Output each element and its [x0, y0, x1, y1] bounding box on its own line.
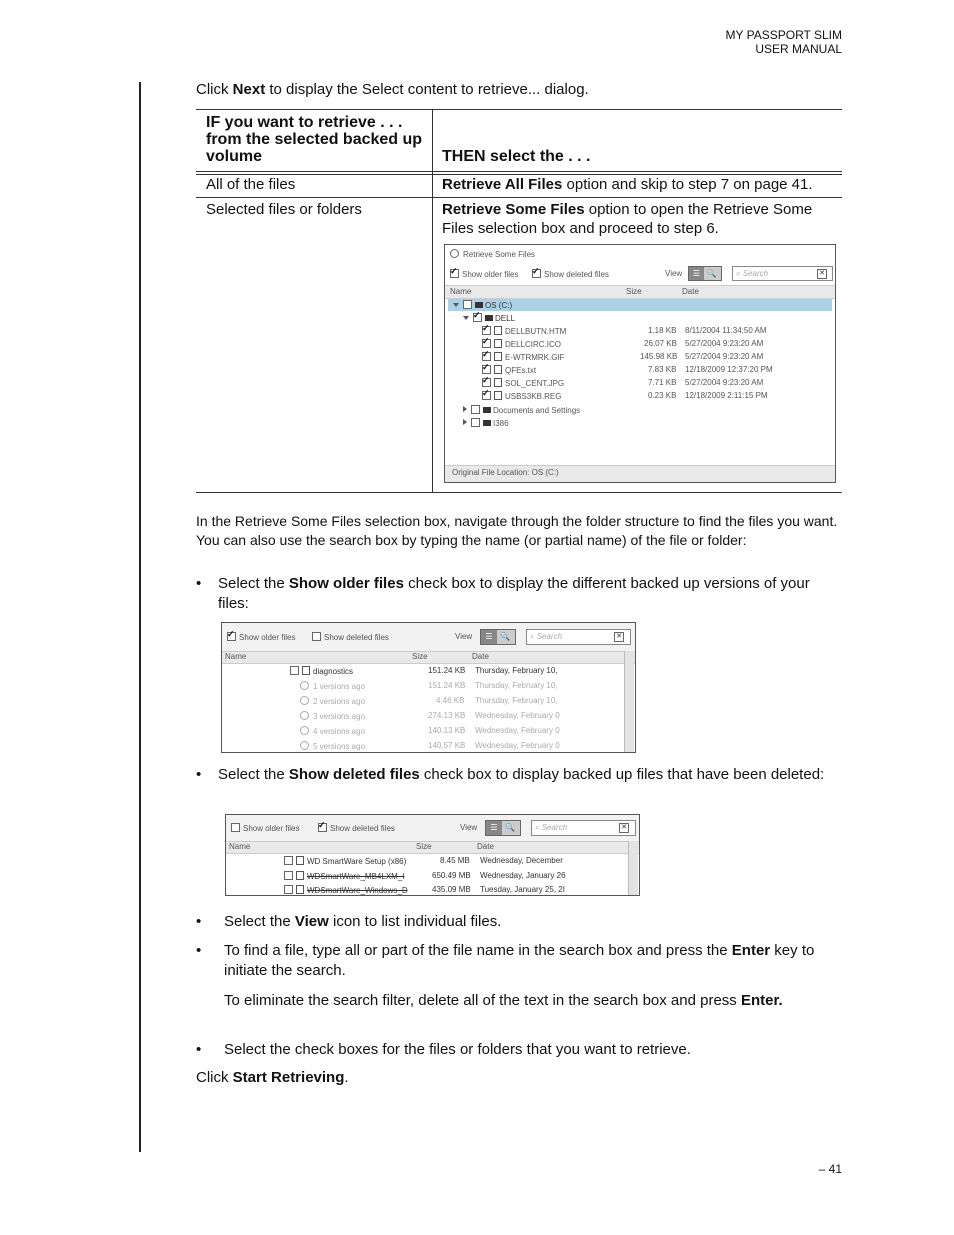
- file-icon: [494, 378, 502, 387]
- radio-icon: [450, 249, 459, 258]
- col-size[interactable]: Size: [626, 287, 642, 296]
- search-input[interactable]: ⌕ Search: [526, 629, 631, 645]
- file-row[interactable]: ✓QFEs.txt: [482, 365, 536, 375]
- magnifier-icon: 🔍: [706, 269, 717, 278]
- checkbox-icon: [532, 269, 541, 278]
- show-deleted-checkbox[interactable]: ✓ Show deleted files: [318, 823, 395, 833]
- search-icon: ⌕: [736, 269, 741, 278]
- margin-rule: [139, 82, 141, 1152]
- view-label: View: [665, 269, 683, 278]
- deleted-file-row[interactable]: WDSmartWare_Windows_D: [284, 885, 408, 895]
- checkbox-icon: [312, 632, 321, 641]
- file-icon: [494, 326, 502, 335]
- col-name[interactable]: Name: [229, 842, 251, 851]
- table-header-then: THEN select the . . .: [442, 148, 591, 165]
- file-date: 12/18/2009 12:37:20 PM: [685, 365, 773, 374]
- file-icon: [494, 365, 502, 374]
- show-older-checkbox[interactable]: ✓Show older files: [450, 269, 518, 279]
- next-term: Next: [232, 81, 266, 98]
- file-icon: [296, 856, 304, 865]
- start-retrieving-term: Start Retrieving: [232, 1069, 345, 1086]
- intro-paragraph: Click Next to display the Select content to retrieve... dialog.: [196, 81, 589, 98]
- header-subtitle: USER MANUAL: [755, 42, 842, 56]
- table-cell-if: All of the files: [206, 176, 296, 193]
- file-row[interactable]: ✓SOL_CENT.JPG: [482, 378, 564, 388]
- col-size[interactable]: Size: [416, 842, 432, 851]
- expand-icon: [453, 303, 459, 307]
- search-input[interactable]: ⌕ Search: [531, 820, 636, 836]
- file-size: 7.83 KB: [648, 365, 677, 374]
- col-date[interactable]: Date: [682, 287, 699, 296]
- expand-icon: [463, 419, 467, 425]
- table-cell-then: Retrieve Some Files option to open the Retrieve Some Files selection box and proceed to step 6.: [442, 201, 813, 237]
- col-name[interactable]: Name: [450, 287, 472, 296]
- table-header-if: IF you want to retrieve . . . from the selected backed up volume: [206, 114, 423, 165]
- file-row[interactable]: ✓DELLCIRC.ICO: [482, 339, 561, 349]
- checkbox-icon: [463, 300, 472, 309]
- tree-folder-documents[interactable]: Documents and Settings: [463, 405, 580, 415]
- navigation-paragraph: In the Retrieve Some Files selection box, navigate through the folder structure to find the files you want. You can also use the search box by typing the name (or partial name) of the file or folder:: [196, 513, 838, 548]
- tree-folder-dell[interactable]: ✓DELL: [463, 313, 515, 323]
- search-input[interactable]: ⌕ Search: [732, 266, 833, 281]
- clear-filter-note: To eliminate the search filter, delete all of the text in the search box and press Enter.: [224, 992, 783, 1009]
- file-date: 12/18/2009 2:11:15 PM: [685, 391, 768, 400]
- file-size: 7.71 KB: [648, 378, 677, 387]
- show-deleted-checkbox[interactable]: Show deleted files: [312, 632, 389, 642]
- file-size: 1.18 KB: [648, 326, 677, 335]
- col-size[interactable]: Size: [412, 652, 428, 661]
- bullet-search: • To find a file, type all or part of the file name in the search box and press the Enter key to initiate the search.: [196, 942, 815, 979]
- file-date: 5/27/2004 9:23:20 AM: [685, 378, 764, 387]
- deleted-file-row[interactable]: WD SmartWare Setup (x86): [284, 856, 406, 866]
- version-row[interactable]: 2 versions ago: [300, 696, 365, 706]
- closing-paragraph: Click Start Retrieving.: [196, 1069, 349, 1086]
- checkbox-icon: [318, 823, 327, 832]
- deleted-file-row[interactable]: WDSmartWare_MB4LXM_I: [284, 871, 405, 881]
- document-header: [726, 28, 842, 56]
- file-icon: [494, 352, 502, 361]
- col-date[interactable]: Date: [477, 842, 494, 851]
- file-date: 5/27/2004 9:23:20 AM: [685, 352, 764, 361]
- view-toggle-button[interactable]: [485, 820, 521, 836]
- view-label: View: [460, 823, 478, 832]
- expand-icon: [463, 406, 467, 412]
- bullet-view-icon: • Select the View icon to list individual files.: [196, 913, 502, 930]
- table-cell-if: Selected files or folders: [206, 201, 362, 218]
- show-older-files-screenshot: ✓Show older files Show deleted files View ☰ 🔍 ⌕ Search ✕ Name Size Date diagnostics 151.24 KB Thursday, February 10, 1 versions ago 151.24 KB Thursday, February 10, 2 versions ago 4.46 KB Thursday, February 10, 3 versions ago 274.13 KB Wednesday, February 0 4 versions ago 140.13 KB Wednesday, February 0 5 versions ago 140.57 KB Wednesday, February 0: [221, 622, 636, 753]
- file-icon: [494, 391, 502, 400]
- page-number: – 41: [818, 1162, 842, 1176]
- file-size: 0.23 KB: [648, 391, 677, 400]
- file-icon: [494, 339, 502, 348]
- clear-search-icon[interactable]: ✕: [614, 632, 624, 642]
- expand-icon: [463, 316, 469, 320]
- table-cell-then: Retrieve All Files option and skip to step 7 on page 41.: [442, 176, 813, 193]
- clear-search-icon[interactable]: ✕: [619, 823, 629, 833]
- header-title: MY PASSPORT SLIM: [725, 28, 842, 42]
- vertical-scrollbar[interactable]: [624, 651, 634, 752]
- search-icon: ⌕: [535, 823, 540, 832]
- show-deleted-checkbox[interactable]: ✓ Show deleted files: [532, 269, 609, 279]
- file-row[interactable]: ✓E-WTRMRK.GIF: [482, 352, 565, 362]
- tree-root[interactable]: OS (C:): [453, 300, 512, 310]
- magnifier-icon: 🔍: [505, 823, 515, 832]
- list-view-icon: ☰: [481, 630, 497, 644]
- clear-search-icon[interactable]: ✕: [817, 269, 827, 279]
- file-date: 5/27/2004 9:23:20 AM: [685, 339, 764, 348]
- file-size: 26.07 KB: [644, 339, 677, 348]
- bullet-show-older: • Select the Show older files check box to display the different backed up versions of your files:: [196, 575, 810, 612]
- folder-icon: [475, 302, 483, 308]
- file-row[interactable]: ✓DELLBUTN.HTM: [482, 326, 566, 336]
- col-date[interactable]: Date: [472, 652, 489, 661]
- checkbox-icon: [473, 313, 482, 322]
- view-label: View: [455, 632, 473, 641]
- file-row[interactable]: ✓USBS3KB.REG: [482, 391, 561, 401]
- show-deleted-files-screenshot: Show older files ✓ Show deleted files View ☰ 🔍 ⌕ Search ✕ Name Size Date WD SmartWare Setup (x86) 8.45 MB Wednesday, December WDSmartWare_MB4LXM_I 650.49 MB Wednesday, January 26 WDSmartWare_Windows_D 435.09 MB Tuesday, January 25, 2I: [225, 814, 640, 896]
- folder-icon: [483, 407, 491, 413]
- magnifier-icon: 🔍: [500, 632, 510, 641]
- version-row[interactable]: 5 versions ago: [300, 741, 365, 751]
- view-toggle-button[interactable]: [688, 266, 722, 281]
- checkbox-icon: [231, 823, 240, 832]
- bullet-show-deleted: • Select the Show deleted files check box to display backed up files that have been deleted:: [196, 766, 825, 783]
- search-icon: ⌕: [530, 632, 535, 641]
- folder-icon: [483, 420, 491, 426]
- retrieve-some-files-radio[interactable]: Retrieve Some Files: [450, 249, 535, 259]
- file-icon: [296, 885, 304, 894]
- checkbox-icon: [450, 269, 459, 278]
- file-size: 145.98 KB: [640, 352, 678, 361]
- list-view-icon: ☰: [689, 267, 704, 280]
- show-older-checkbox[interactable]: ✓Show older files: [227, 632, 295, 642]
- version-row[interactable]: 4 versions ago: [300, 726, 365, 736]
- bullet-select-checkboxes: • Select the check boxes for the files or folders that you want to retrieve.: [196, 1041, 691, 1058]
- vertical-scrollbar[interactable]: [628, 841, 638, 895]
- file-row[interactable]: diagnostics: [290, 666, 353, 676]
- version-row[interactable]: 3 versions ago: [300, 711, 365, 721]
- file-icon: [302, 666, 310, 675]
- original-location: Original File Location: OS (C:): [452, 468, 559, 477]
- file-icon: [296, 871, 304, 880]
- version-row[interactable]: 1 versions ago: [300, 681, 365, 691]
- tree-folder-i386[interactable]: I386: [463, 418, 509, 428]
- col-name[interactable]: Name: [225, 652, 247, 661]
- list-view-icon: ☰: [486, 821, 502, 835]
- checkbox-icon: [227, 632, 236, 641]
- show-older-checkbox[interactable]: Show older files: [231, 823, 299, 833]
- view-toggle-button[interactable]: [480, 629, 516, 645]
- file-date: 8/11/2004 11:34:50 AM: [685, 326, 767, 335]
- retrieve-some-files-screenshot: [444, 244, 836, 483]
- folder-icon: [485, 315, 493, 321]
